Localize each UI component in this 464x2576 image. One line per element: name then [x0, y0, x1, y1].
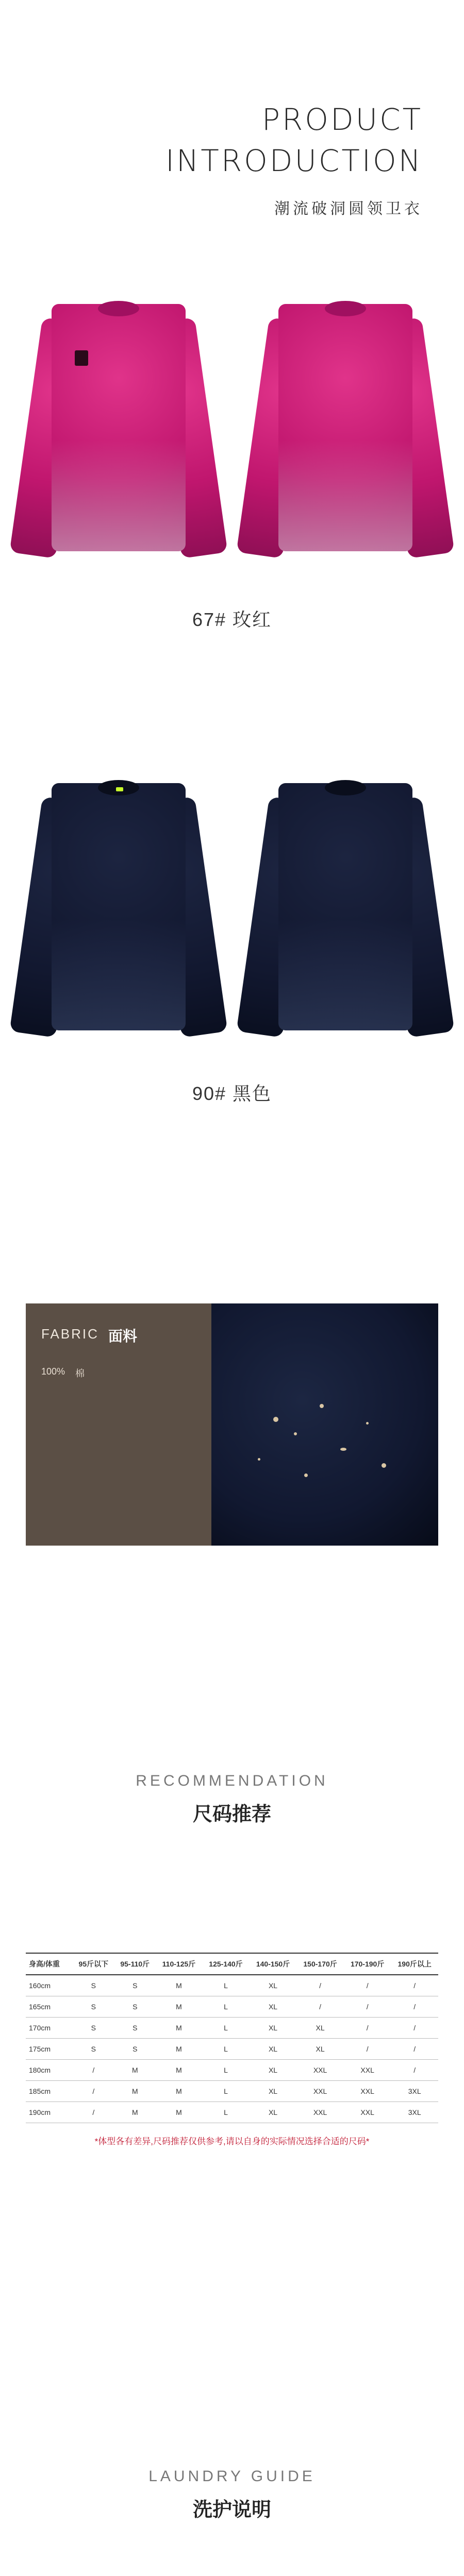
table-cell: 3XL: [391, 2102, 438, 2123]
table-cell: M: [156, 2102, 202, 2123]
table-cell: 180cm: [26, 2060, 73, 2081]
table-cell: /: [344, 2018, 391, 2039]
paint-speck: [294, 1432, 297, 1435]
table-cell: L: [202, 2081, 250, 2102]
fabric-title-en: FABRIC: [41, 1326, 99, 1342]
table-row: [26, 1996, 438, 2018]
table-cell: M: [156, 2039, 202, 2060]
table-cell: XL: [250, 1975, 297, 1996]
table-cell: S: [73, 1975, 114, 1996]
table-cell: XXL: [296, 2060, 344, 2081]
table-cell: 185cm: [26, 2081, 73, 2102]
collar: [325, 301, 366, 316]
table-row: [26, 2039, 438, 2060]
table-cell: /: [391, 2039, 438, 2060]
table-cell: /: [296, 1975, 344, 1996]
table-cell: M: [114, 2060, 156, 2081]
table-row: [26, 2060, 438, 2081]
header-cell: 170-190斤: [344, 1953, 391, 1975]
paint-speck: [273, 1417, 278, 1422]
table-cell: M: [156, 2081, 202, 2102]
table-cell: XL: [250, 2102, 297, 2123]
size-note: *体型各有差异,尺码推荐仅供参考,请以自身的实际情况选择合适的尺码*: [94, 2137, 370, 2146]
table-cell: M: [156, 1975, 202, 1996]
wash-effect: [278, 304, 412, 551]
header-cell: 95-110斤: [114, 1953, 156, 1975]
header-cell: 95斤以下: [73, 1953, 114, 1975]
table-cell: L: [202, 2102, 250, 2123]
table-cell: XL: [250, 2018, 297, 2039]
header-cell: 150-170斤: [296, 1953, 344, 1975]
fabric-percent: 100%: [41, 1366, 65, 1377]
table-cell: 170cm: [26, 2018, 73, 2039]
header-cell: 190斤以上: [391, 1953, 438, 1975]
table-cell: XXL: [344, 2102, 391, 2123]
paint-speck: [382, 1463, 386, 1468]
table-cell: S: [114, 2018, 156, 2039]
table-cell: XXL: [344, 2060, 391, 2081]
table-cell: L: [202, 2060, 250, 2081]
neon-tag: [116, 787, 123, 791]
header-cell: 110-125斤: [156, 1953, 202, 1975]
table-cell: L: [202, 2039, 250, 2060]
table-cell: /: [391, 2060, 438, 2081]
table-cell: /: [73, 2060, 114, 2081]
fabric-material: 棉: [75, 1368, 85, 1379]
table-cell: XL: [250, 1996, 297, 2018]
header-cell: 125-140斤: [202, 1953, 250, 1975]
header-title-line1: PRODUCT: [262, 102, 423, 137]
product-name: 潮流破洞圆领卫衣: [274, 200, 423, 218]
table-cell: /: [344, 1996, 391, 2018]
table-cell: L: [202, 2018, 250, 2039]
table-cell: 165cm: [26, 1996, 73, 2018]
header-title-line2: INTRODUCTION: [165, 143, 423, 178]
size-table: [26, 1953, 438, 2123]
table-cell: S: [73, 1996, 114, 2018]
table-cell: M: [114, 2081, 156, 2102]
laundry-title-en: LAUNDRY GUIDE: [148, 2468, 316, 2485]
wash-effect: [52, 783, 186, 1030]
table-cell: /: [391, 2018, 438, 2039]
table-cell: XL: [296, 2039, 344, 2060]
paint-speck: [340, 1448, 346, 1451]
variant-label-rose: 67# 玫红: [192, 609, 272, 630]
paint-speck: [258, 1458, 260, 1461]
table-cell: S: [73, 2018, 114, 2039]
table-cell: S: [114, 1996, 156, 2018]
table-cell: /: [73, 2081, 114, 2102]
chest-logo: [75, 350, 88, 366]
table-cell: S: [73, 2039, 114, 2060]
table-cell: S: [114, 2039, 156, 2060]
size-table-header: [26, 1953, 438, 1975]
table-cell: /: [391, 1996, 438, 2018]
table-cell: 3XL: [391, 2081, 438, 2102]
table-row: [26, 2081, 438, 2102]
table-cell: XL: [296, 2018, 344, 2039]
wash-effect: [52, 304, 186, 551]
fabric-title-cn: 面料: [108, 1328, 138, 1344]
table-row: [26, 2018, 438, 2039]
table-cell: L: [202, 1975, 250, 1996]
table-cell: /: [73, 2102, 114, 2123]
table-row: [26, 1975, 438, 1996]
table-cell: 160cm: [26, 1975, 73, 1996]
table-cell: M: [156, 2018, 202, 2039]
table-cell: L: [202, 1996, 250, 2018]
table-cell: XL: [250, 2039, 297, 2060]
table-cell: XL: [250, 2060, 297, 2081]
recommendation-title-cn: 尺码推荐: [192, 1804, 271, 1825]
header-cell: 身高/体重: [26, 1953, 73, 1975]
fabric-info-panel: [26, 1303, 211, 1546]
table-cell: 175cm: [26, 2039, 73, 2060]
rose-back-garment: [253, 294, 438, 562]
table-cell: M: [156, 2060, 202, 2081]
wash-effect: [278, 783, 412, 1030]
paint-speck: [366, 1422, 369, 1425]
table-cell: XXL: [296, 2081, 344, 2102]
table-cell: XL: [250, 2081, 297, 2102]
table-cell: 190cm: [26, 2102, 73, 2123]
table-cell: /: [344, 1975, 391, 1996]
paint-speck: [320, 1404, 324, 1408]
rose-front-garment: [26, 294, 211, 562]
collar: [98, 301, 139, 316]
table-cell: XXL: [296, 2102, 344, 2123]
table-cell: S: [114, 1975, 156, 1996]
table-cell: XXL: [344, 2081, 391, 2102]
table-row: [26, 2102, 438, 2123]
variant-label-navy: 90# 黑色: [192, 1083, 272, 1104]
table-cell: /: [391, 1975, 438, 1996]
navy-back-garment: [253, 773, 438, 1041]
laundry-title-cn: 洗护说明: [192, 2499, 271, 2521]
header-cell: 140-150斤: [250, 1953, 297, 1975]
navy-front-garment: [26, 773, 211, 1041]
collar: [325, 780, 366, 795]
paint-speck: [304, 1473, 308, 1477]
fabric-closeup-image: [211, 1303, 438, 1546]
recommendation-title-en: RECOMMENDATION: [136, 1772, 328, 1789]
table-cell: /: [296, 1996, 344, 2018]
table-cell: M: [156, 1996, 202, 2018]
table-cell: M: [114, 2102, 156, 2123]
table-cell: /: [344, 2039, 391, 2060]
